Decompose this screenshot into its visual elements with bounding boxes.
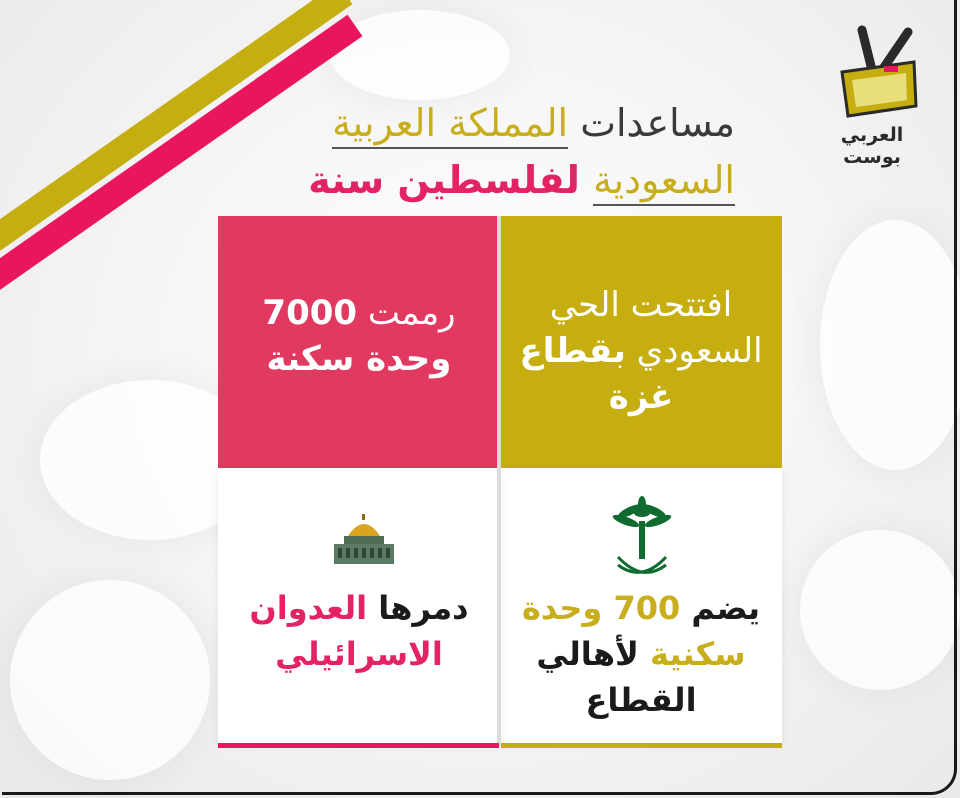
gold-card-text: [500, 282, 782, 420]
right-card-residential: سكنية: [649, 635, 746, 673]
right-card-line-1: [500, 585, 782, 631]
logo-label: العربي بوست: [840, 124, 904, 168]
left-card-line-1: [218, 585, 500, 631]
pink-card-text: [218, 290, 500, 382]
pink-card-line-2: وحدة سكنة: [266, 339, 452, 379]
dome-of-the-rock-icon: [330, 512, 398, 567]
right-card-text: [500, 585, 782, 723]
gold-card-line-1: افتتحت الحي: [549, 285, 733, 325]
title-prefix: مساعدات: [580, 101, 735, 145]
pink-card-line-1: [218, 290, 500, 336]
right-card-includes: يضم: [691, 589, 761, 627]
right-card-for-people: لأهالي: [536, 635, 639, 673]
title-highlight-kingdom: المملكة العربية: [332, 101, 568, 149]
pink-card-restored: رممت: [367, 293, 456, 333]
left-card-text: [218, 585, 500, 677]
left-card-destroyed: دمرها: [378, 589, 469, 627]
title-highlight-saudi: السعودية: [593, 158, 735, 206]
title-line-1: [215, 95, 735, 151]
saudi-emblem-icon: [612, 495, 672, 583]
right-card-line-3: القطاع: [585, 681, 697, 719]
tv-logo-icon: [812, 20, 932, 125]
pink-underline: [218, 743, 499, 748]
pink-card-number: 7000: [262, 293, 358, 333]
gold-underline: [501, 743, 782, 748]
right-card-line-2: [500, 631, 782, 677]
gold-card-line-3: غزة: [608, 377, 674, 417]
gold-card-saudi: السعودي: [636, 331, 763, 371]
right-card-number: 700: [613, 589, 681, 627]
brand-logo: [812, 20, 932, 168]
gold-card-line-2: [500, 328, 782, 374]
left-card-line-2: الاسرائيلي: [275, 635, 443, 673]
left-card-aggression: العدوان: [249, 589, 368, 627]
right-card-unit: وحدة: [521, 589, 603, 627]
title-suffix: لفلسطين سنة: [308, 158, 580, 202]
gold-card-strip: بقطاع: [519, 331, 626, 371]
